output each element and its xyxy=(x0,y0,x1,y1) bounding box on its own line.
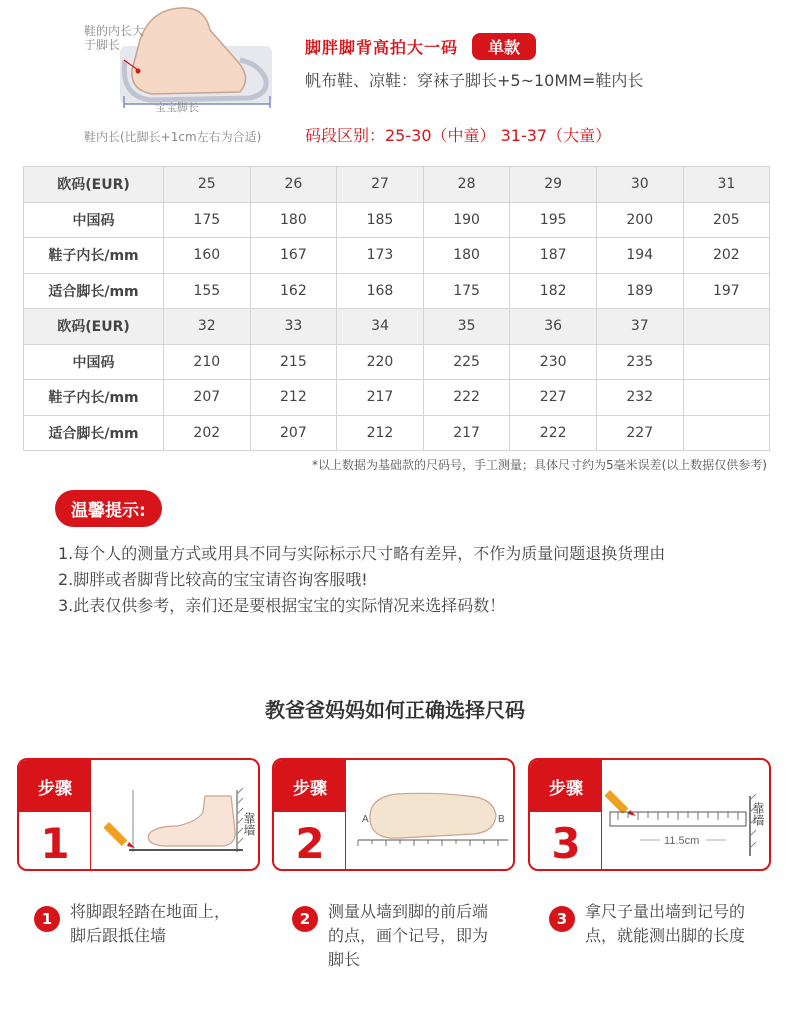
size-cell xyxy=(683,344,770,380)
size-cell: 217 xyxy=(337,380,424,416)
step-word: 步骤 xyxy=(274,760,346,812)
step-number: 2 xyxy=(295,818,325,868)
step-card-3 xyxy=(528,758,771,871)
size-cell: 187 xyxy=(510,238,597,274)
size-cell: 205 xyxy=(683,202,770,238)
size-cell xyxy=(683,415,770,451)
wall-label: 靠墙 xyxy=(242,812,256,836)
title-row xyxy=(305,33,536,60)
size-cell: 227 xyxy=(596,415,683,451)
step-word: 步骤 xyxy=(530,760,602,812)
size-cell: 180 xyxy=(423,238,510,274)
row-label: 适合脚长/mm xyxy=(24,415,164,451)
size-cell: 168 xyxy=(337,273,424,309)
size-cell: 200 xyxy=(596,202,683,238)
inner-length-formula: 帆布鞋、凉鞋：穿袜子脚长+5~10MM=鞋内长 xyxy=(305,71,644,90)
size-cell: 230 xyxy=(510,344,597,380)
eur-size-row xyxy=(24,309,770,345)
step-description-text: 测量从墙到脚的前后端的点，画个记号，即为脚长 xyxy=(328,902,489,969)
size-cell: 37 xyxy=(596,309,683,345)
size-chart-table xyxy=(23,166,770,451)
footprint-marking-illustration xyxy=(348,760,515,871)
table-footnote: *以上数据为基础款的尺码号，手工测量；具体尺寸约为5毫米误差(以上数据仅供参考) xyxy=(311,458,767,472)
size-cell: 222 xyxy=(510,415,597,451)
size-cell: 210 xyxy=(164,344,251,380)
cn-size-row xyxy=(24,202,770,238)
size-cell: 167 xyxy=(250,238,337,274)
row-label: 鞋子内长/mm xyxy=(24,238,164,274)
size-cell: 27 xyxy=(337,167,424,203)
measured-length-label: 11.5cm xyxy=(664,835,700,847)
step-description-3 xyxy=(549,900,755,948)
size-cell: 175 xyxy=(423,273,510,309)
size-cell: 155 xyxy=(164,273,251,309)
step-card-2 xyxy=(272,758,515,871)
row-label: 欧码(EUR) xyxy=(24,167,164,203)
inner-length-row xyxy=(24,380,770,416)
size-cell: 197 xyxy=(683,273,770,309)
step-number: 3 xyxy=(551,818,581,868)
mark-b-label: B xyxy=(498,814,505,825)
wall-label: 靠墙 xyxy=(751,802,765,826)
step-description-number: 3 xyxy=(549,906,575,932)
row-label: 欧码(EUR) xyxy=(24,309,164,345)
size-cell: 202 xyxy=(164,415,251,451)
row-label: 中国码 xyxy=(24,202,164,238)
page-title: 脚胖脚背高拍大一码 xyxy=(305,38,459,57)
step-label-block xyxy=(19,760,91,869)
tips-list xyxy=(58,541,758,619)
size-cell: 222 xyxy=(423,380,510,416)
size-cell: 35 xyxy=(423,309,510,345)
tips-badge: 温馨提示: xyxy=(55,490,162,527)
size-cell: 26 xyxy=(250,167,337,203)
size-cell xyxy=(683,380,770,416)
row-label: 鞋子内长/mm xyxy=(24,380,164,416)
size-cell: 232 xyxy=(596,380,683,416)
size-cell: 28 xyxy=(423,167,510,203)
tip-item: 2.脚胖或者脚背比较高的宝宝请咨询客服哦! xyxy=(58,570,368,589)
step-description-2 xyxy=(292,900,498,972)
size-cell: 189 xyxy=(596,273,683,309)
tip-item: 3.此表仅供参考，亲们还是要根据宝宝的实际情况来选择码数！ xyxy=(58,596,506,615)
size-cell: 194 xyxy=(596,238,683,274)
step-description-text: 拿尺子量出墙到记号的点，就能测出脚的长度 xyxy=(585,902,746,945)
size-cell xyxy=(683,309,770,345)
size-cell: 212 xyxy=(250,380,337,416)
size-cell: 185 xyxy=(337,202,424,238)
size-cell: 217 xyxy=(423,415,510,451)
step-description-1 xyxy=(34,900,240,948)
step-label-block xyxy=(274,760,346,869)
size-cell: 235 xyxy=(596,344,683,380)
inner-length-row xyxy=(24,238,770,274)
size-cell: 31 xyxy=(683,167,770,203)
size-cell: 212 xyxy=(337,415,424,451)
size-cell: 32 xyxy=(164,309,251,345)
size-cell: 182 xyxy=(510,273,597,309)
size-cell: 190 xyxy=(423,202,510,238)
row-label: 中国码 xyxy=(24,344,164,380)
size-cell: 162 xyxy=(250,273,337,309)
mark-a-label: A xyxy=(362,814,369,825)
inner-length-caption: 鞋内长(比脚长+1cm左右为合适) xyxy=(84,130,262,144)
foot-length-row xyxy=(24,415,770,451)
size-cell: 225 xyxy=(423,344,510,380)
size-guide-header xyxy=(0,0,790,160)
step-description-number: 2 xyxy=(292,906,318,932)
ruler-measure-illustration xyxy=(604,760,771,871)
howto-title: 教爸爸妈妈如何正确选择尺码 xyxy=(265,698,525,722)
step-word: 步骤 xyxy=(19,760,91,812)
row-label: 适合脚长/mm xyxy=(24,273,164,309)
size-cell: 29 xyxy=(510,167,597,203)
step-description-number: 1 xyxy=(34,906,60,932)
cn-size-row xyxy=(24,344,770,380)
size-range-text: 码段区别：25-30（中童） 31-37（大童） xyxy=(305,126,612,145)
size-cell: 30 xyxy=(596,167,683,203)
single-style-badge: 单款 xyxy=(472,33,536,60)
eur-size-row xyxy=(24,167,770,203)
baby-foot-length-label: 宝宝脚长 xyxy=(155,101,199,114)
heel-against-wall-illustration xyxy=(93,760,260,871)
size-cell: 220 xyxy=(337,344,424,380)
step-card-1 xyxy=(17,758,260,871)
size-cell: 207 xyxy=(250,415,337,451)
size-cell: 207 xyxy=(164,380,251,416)
foot-length-row xyxy=(24,273,770,309)
size-cell: 34 xyxy=(337,309,424,345)
size-cell: 25 xyxy=(164,167,251,203)
size-cell: 215 xyxy=(250,344,337,380)
size-cell: 36 xyxy=(510,309,597,345)
tip-item: 1.每个人的测量方式或用具不同与实际标示尺寸略有差异，不作为质量问题退换货理由 xyxy=(58,544,666,563)
size-cell: 227 xyxy=(510,380,597,416)
step-label-block xyxy=(530,760,602,869)
inner-length-label: 鞋的内长大于脚长 xyxy=(84,24,145,52)
size-cell: 175 xyxy=(164,202,251,238)
step-number: 1 xyxy=(40,818,70,868)
size-cell: 202 xyxy=(683,238,770,274)
size-cell: 33 xyxy=(250,309,337,345)
step-description-text: 将脚跟轻踏在地面上，脚后跟抵住墙 xyxy=(70,902,231,945)
size-cell: 173 xyxy=(337,238,424,274)
size-cell: 160 xyxy=(164,238,251,274)
pencil-icon xyxy=(103,822,135,848)
size-cell: 180 xyxy=(250,202,337,238)
size-cell: 195 xyxy=(510,202,597,238)
